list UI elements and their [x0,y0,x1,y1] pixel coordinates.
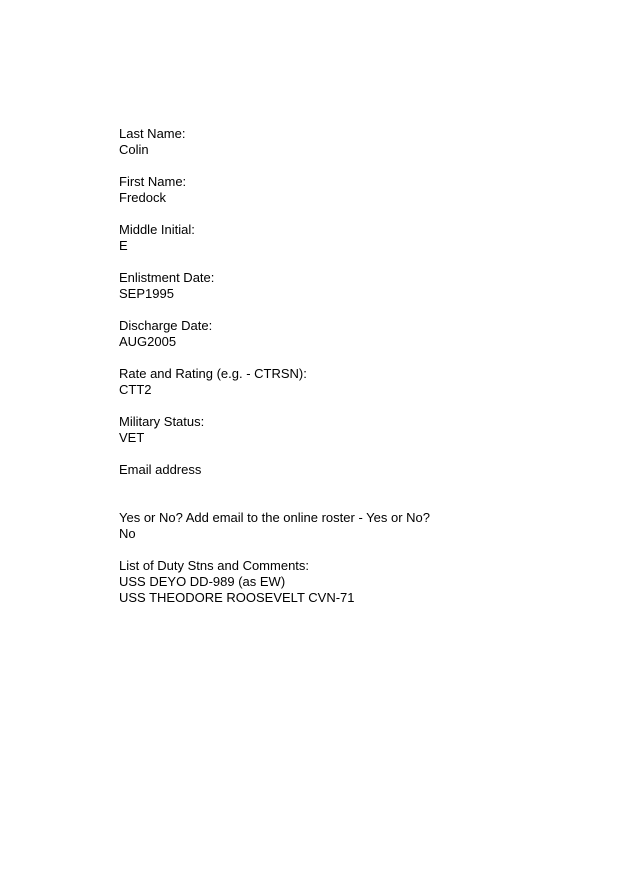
rate-rating-value: CTT2 [119,382,152,397]
spacer [119,350,599,366]
email-label: Email address [119,462,202,477]
enlistment-date-label: Enlistment Date: [119,270,215,285]
military-status-label: Military Status: [119,414,205,429]
first-name-label: First Name: [119,174,187,189]
last-name-label: Last Name: [119,126,186,141]
spacer [119,206,599,222]
record-form [119,126,599,606]
duty-station-item: USS DEYO DD-989 (as EW) [119,574,286,589]
duty-stations-label: List of Duty Stns and Comments: [119,558,310,573]
enlistment-date-value: SEP1995 [119,286,174,301]
email-value [119,478,599,494]
middle-initial-value: E [119,238,128,253]
spacer [119,542,599,558]
spacer [119,398,599,414]
roster-value: No [119,526,136,541]
last-name-value: Colin [119,142,149,157]
spacer [119,494,599,510]
spacer [119,158,599,174]
spacer [119,302,599,318]
spacer [119,254,599,270]
middle-initial-label: Middle Initial: [119,222,195,237]
first-name-value: Fredock [119,190,166,205]
duty-station-item: USS THEODORE ROOSEVELT CVN-71 [119,590,355,605]
military-status-value: VET [119,430,145,445]
roster-label: Yes or No? Add email to the online roster - Yes or No? [119,510,430,525]
rate-rating-label: Rate and Rating (e.g. - CTRSN): [119,366,307,381]
discharge-date-value: AUG2005 [119,334,177,349]
spacer [119,446,599,462]
discharge-date-label: Discharge Date: [119,318,213,333]
